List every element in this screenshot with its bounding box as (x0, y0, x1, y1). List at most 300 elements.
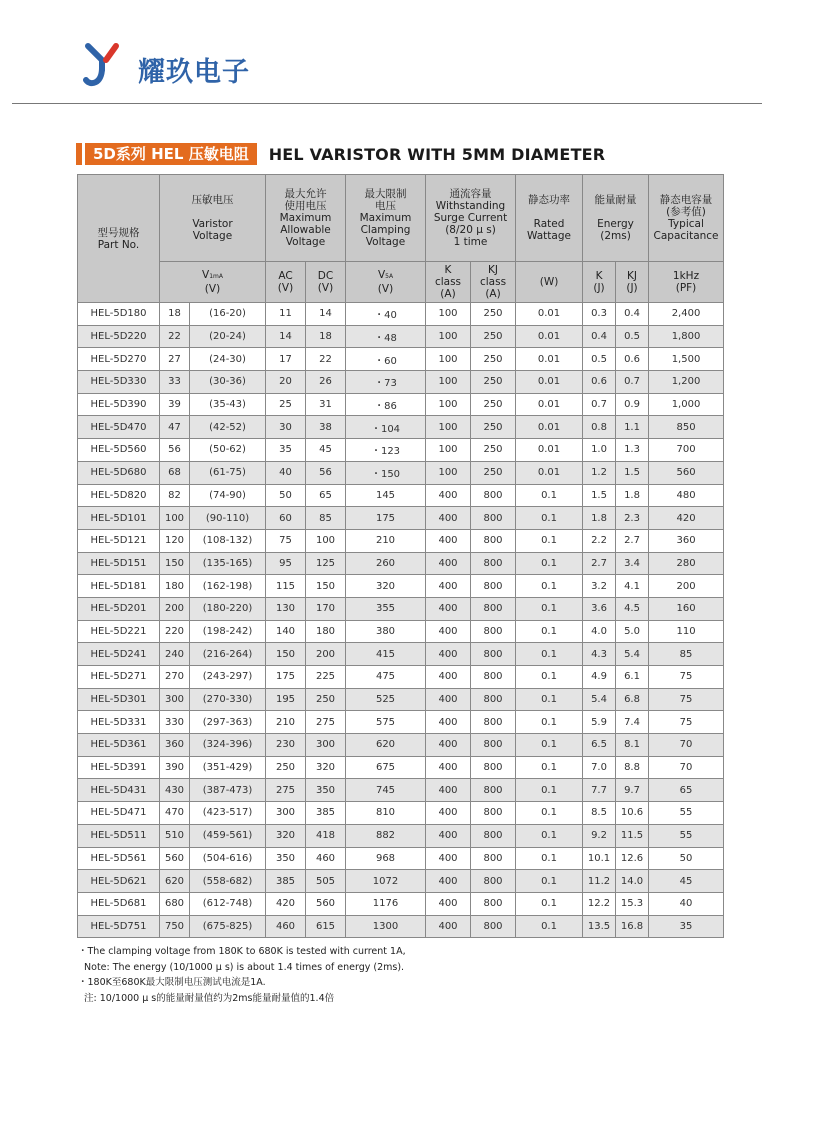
table-row (78, 393, 724, 416)
cell-rated-wattage: 0.1 (516, 756, 583, 779)
cell-dc-voltage: 350 (306, 779, 346, 802)
cell-energy-kj: 0.5 (616, 325, 649, 348)
cell-rated-wattage: 0.1 (516, 507, 583, 530)
cell-kj-class-current: 800 (471, 643, 516, 666)
cell-rated-wattage: 0.1 (516, 484, 583, 507)
cell-energy-k: 7.7 (583, 779, 616, 802)
cell-ac-voltage: 150 (266, 643, 306, 666)
cell-v1ma: 360 (160, 734, 190, 757)
table-row (78, 348, 724, 371)
cell-energy-kj: 5.0 (616, 620, 649, 643)
cell-v1ma: 560 (160, 847, 190, 870)
cell-ac-voltage: 210 (266, 711, 306, 734)
cell-ac-voltage: 130 (266, 597, 306, 620)
cell-capacitance: 50 (649, 847, 724, 870)
cell-v1ma-range: (459-561) (190, 824, 266, 847)
cell-energy-k: 8.5 (583, 802, 616, 825)
cell-clamping-voltage: ・150 (346, 461, 426, 484)
cell-energy-kj: 5.4 (616, 643, 649, 666)
cell-v1ma: 68 (160, 461, 190, 484)
cell-part-no: HEL-5D151 (78, 552, 160, 575)
cell-k-class-current: 100 (426, 371, 471, 394)
cell-capacitance: 420 (649, 507, 724, 530)
cell-kj-class-current: 800 (471, 824, 516, 847)
cell-ac-voltage: 20 (266, 371, 306, 394)
cell-part-no: HEL-5D121 (78, 529, 160, 552)
header-divider (12, 103, 762, 104)
cell-rated-wattage: 0.1 (516, 666, 583, 689)
cell-capacitance: 75 (649, 711, 724, 734)
cell-v1ma: 22 (160, 325, 190, 348)
footnote-4: 注: 10/1000 μ s的能量耐量值约为2ms能量耐量值的1.4倍 (78, 992, 335, 1004)
cell-dc-voltage: 505 (306, 870, 346, 893)
cell-energy-kj: 16.8 (616, 915, 649, 938)
header-energy-k: K (J) (583, 262, 616, 303)
cell-ac-voltage: 14 (266, 325, 306, 348)
cell-v1ma: 430 (160, 779, 190, 802)
cell-capacitance: 1,800 (649, 325, 724, 348)
cell-k-class-current: 100 (426, 439, 471, 462)
cell-capacitance: 1,500 (649, 348, 724, 371)
cell-v1ma: 510 (160, 824, 190, 847)
section-title-cn: 5D系列 HEL 压敏电阻 (85, 143, 257, 165)
cell-v1ma-range: (387-473) (190, 779, 266, 802)
cell-v1ma-range: (24-30) (190, 348, 266, 371)
cell-clamping-voltage: 968 (346, 847, 426, 870)
cell-clamping-voltage: ・73 (346, 371, 426, 394)
cell-clamping-voltage: 475 (346, 666, 426, 689)
cell-energy-k: 0.6 (583, 371, 616, 394)
cell-part-no: HEL-5D681 (78, 892, 160, 915)
cell-rated-wattage: 0.01 (516, 325, 583, 348)
cell-clamping-voltage: 1072 (346, 870, 426, 893)
cell-rated-wattage: 0.1 (516, 643, 583, 666)
cell-v1ma-range: (35-43) (190, 393, 266, 416)
cell-dc-voltage: 14 (306, 303, 346, 326)
cell-clamping-voltage: ・60 (346, 348, 426, 371)
cell-energy-kj: 2.3 (616, 507, 649, 530)
cell-part-no: HEL-5D201 (78, 597, 160, 620)
cell-k-class-current: 100 (426, 325, 471, 348)
cell-capacitance: 55 (649, 802, 724, 825)
cell-kj-class-current: 800 (471, 892, 516, 915)
cell-energy-kj: 8.8 (616, 756, 649, 779)
cell-rated-wattage: 0.01 (516, 461, 583, 484)
cell-k-class-current: 400 (426, 892, 471, 915)
cell-ac-voltage: 175 (266, 666, 306, 689)
cell-rated-wattage: 0.01 (516, 416, 583, 439)
cell-clamping-voltage: 810 (346, 802, 426, 825)
cell-k-class-current: 100 (426, 348, 471, 371)
cell-part-no: HEL-5D751 (78, 915, 160, 938)
cell-clamping-voltage: 575 (346, 711, 426, 734)
cell-v1ma-range: (504-616) (190, 847, 266, 870)
cell-rated-wattage: 0.1 (516, 552, 583, 575)
cell-v1ma: 47 (160, 416, 190, 439)
cell-energy-kj: 7.4 (616, 711, 649, 734)
cell-ac-voltage: 75 (266, 529, 306, 552)
cell-dc-voltage: 100 (306, 529, 346, 552)
cell-ac-voltage: 35 (266, 439, 306, 462)
cell-kj-class-current: 800 (471, 507, 516, 530)
cell-rated-wattage: 0.01 (516, 439, 583, 462)
cell-energy-k: 1.8 (583, 507, 616, 530)
section-title (76, 142, 605, 166)
cell-k-class-current: 400 (426, 802, 471, 825)
cell-part-no: HEL-5D391 (78, 756, 160, 779)
header-clamping-voltage: 最大限制 电压 Maximum Clamping Voltage (346, 175, 426, 262)
table-row (78, 620, 724, 643)
cell-rated-wattage: 0.1 (516, 597, 583, 620)
cell-capacitance: 700 (649, 439, 724, 462)
cell-v1ma: 33 (160, 371, 190, 394)
cell-capacitance: 40 (649, 892, 724, 915)
cell-dc-voltage: 460 (306, 847, 346, 870)
cell-part-no: HEL-5D471 (78, 802, 160, 825)
cell-clamping-voltage: 745 (346, 779, 426, 802)
cell-part-no: HEL-5D820 (78, 484, 160, 507)
cell-v1ma-range: (42-52) (190, 416, 266, 439)
cell-dc-voltage: 38 (306, 416, 346, 439)
cell-energy-k: 0.7 (583, 393, 616, 416)
cell-capacitance: 1,200 (649, 371, 724, 394)
cell-energy-k: 13.5 (583, 915, 616, 938)
cell-v1ma-range: (16-20) (190, 303, 266, 326)
cell-rated-wattage: 0.01 (516, 371, 583, 394)
cell-kj-class-current: 800 (471, 756, 516, 779)
cell-v1ma: 330 (160, 711, 190, 734)
cell-energy-kj: 15.3 (616, 892, 649, 915)
cell-energy-k: 1.0 (583, 439, 616, 462)
table-row (78, 756, 724, 779)
cell-capacitance: 85 (649, 643, 724, 666)
cell-part-no: HEL-5D241 (78, 643, 160, 666)
cell-energy-kj: 1.1 (616, 416, 649, 439)
cell-v1ma: 270 (160, 666, 190, 689)
cell-v1ma: 390 (160, 756, 190, 779)
cell-clamping-voltage: 620 (346, 734, 426, 757)
cell-rated-wattage: 0.01 (516, 303, 583, 326)
cell-energy-kj: 1.3 (616, 439, 649, 462)
cell-v1ma-range: (297-363) (190, 711, 266, 734)
header-dc: DC (V) (306, 262, 346, 303)
cell-energy-kj: 11.5 (616, 824, 649, 847)
cell-ac-voltage: 30 (266, 416, 306, 439)
cell-clamping-voltage: 260 (346, 552, 426, 575)
cell-k-class-current: 400 (426, 620, 471, 643)
header-watt-unit: (W) (516, 262, 583, 303)
spec-table-body (78, 303, 724, 938)
cell-k-class-current: 100 (426, 393, 471, 416)
cell-energy-k: 0.3 (583, 303, 616, 326)
cell-clamping-voltage: 175 (346, 507, 426, 530)
cell-v1ma-range: (135-165) (190, 552, 266, 575)
cell-clamping-voltage: 210 (346, 529, 426, 552)
cell-energy-k: 4.0 (583, 620, 616, 643)
table-row (78, 575, 724, 598)
cell-dc-voltage: 275 (306, 711, 346, 734)
cell-v1ma-range: (20-24) (190, 325, 266, 348)
cell-dc-voltage: 170 (306, 597, 346, 620)
cell-k-class-current: 400 (426, 847, 471, 870)
cell-energy-kj: 0.4 (616, 303, 649, 326)
cell-rated-wattage: 0.1 (516, 802, 583, 825)
cell-v1ma: 150 (160, 552, 190, 575)
cell-capacitance: 480 (649, 484, 724, 507)
cell-part-no: HEL-5D220 (78, 325, 160, 348)
cell-v1ma: 200 (160, 597, 190, 620)
table-row (78, 870, 724, 893)
cell-rated-wattage: 0.1 (516, 915, 583, 938)
cell-clamping-voltage: 1176 (346, 892, 426, 915)
cell-capacitance: 160 (649, 597, 724, 620)
header-energy-kj: KJ (J) (616, 262, 649, 303)
cell-clamping-voltage: ・48 (346, 325, 426, 348)
cell-ac-voltage: 140 (266, 620, 306, 643)
cell-kj-class-current: 800 (471, 597, 516, 620)
cell-capacitance: 360 (649, 529, 724, 552)
cell-v1ma: 18 (160, 303, 190, 326)
cell-v1ma: 680 (160, 892, 190, 915)
cell-rated-wattage: 0.1 (516, 711, 583, 734)
cell-rated-wattage: 0.1 (516, 892, 583, 915)
cell-part-no: HEL-5D330 (78, 371, 160, 394)
cell-ac-voltage: 420 (266, 892, 306, 915)
cell-clamping-voltage: 525 (346, 688, 426, 711)
cell-kj-class-current: 800 (471, 870, 516, 893)
cell-kj-class-current: 250 (471, 303, 516, 326)
cell-energy-kj: 0.7 (616, 371, 649, 394)
cell-energy-k: 10.1 (583, 847, 616, 870)
cell-part-no: HEL-5D271 (78, 666, 160, 689)
cell-capacitance: 850 (649, 416, 724, 439)
cell-ac-voltage: 115 (266, 575, 306, 598)
cell-capacitance: 45 (649, 870, 724, 893)
cell-energy-k: 9.2 (583, 824, 616, 847)
cell-ac-voltage: 11 (266, 303, 306, 326)
cell-k-class-current: 400 (426, 507, 471, 530)
footnote-2: Note: The energy (10/1000 μ s) is about 1.4 times of energy (2ms). (78, 961, 405, 973)
cell-kj-class-current: 800 (471, 688, 516, 711)
cell-v1ma-range: (50-62) (190, 439, 266, 462)
cell-energy-k: 1.5 (583, 484, 616, 507)
cell-k-class-current: 400 (426, 484, 471, 507)
cell-energy-k: 12.2 (583, 892, 616, 915)
cell-dc-voltage: 320 (306, 756, 346, 779)
cell-dc-voltage: 18 (306, 325, 346, 348)
table-row (78, 484, 724, 507)
cell-k-class-current: 100 (426, 461, 471, 484)
cell-v1ma: 100 (160, 507, 190, 530)
cell-rated-wattage: 0.01 (516, 393, 583, 416)
cell-dc-voltage: 56 (306, 461, 346, 484)
cell-kj-class-current: 800 (471, 529, 516, 552)
cell-clamping-voltage: ・104 (346, 416, 426, 439)
cell-part-no: HEL-5D270 (78, 348, 160, 371)
cell-v1ma-range: (61-75) (190, 461, 266, 484)
cell-part-no: HEL-5D331 (78, 711, 160, 734)
cell-part-no: HEL-5D390 (78, 393, 160, 416)
table-row (78, 734, 724, 757)
cell-ac-voltage: 195 (266, 688, 306, 711)
brand-name: 耀玖电子 (138, 57, 250, 88)
cell-dc-voltage: 225 (306, 666, 346, 689)
cell-v1ma-range: (243-297) (190, 666, 266, 689)
cell-v1ma: 120 (160, 529, 190, 552)
table-row (78, 779, 724, 802)
cell-v1ma-range: (162-198) (190, 575, 266, 598)
cell-dc-voltage: 385 (306, 802, 346, 825)
table-row (78, 552, 724, 575)
cell-v1ma: 750 (160, 915, 190, 938)
cell-ac-voltage: 40 (266, 461, 306, 484)
cell-k-class-current: 400 (426, 734, 471, 757)
cell-energy-k: 0.8 (583, 416, 616, 439)
header-k-class: K class (A) (426, 262, 471, 303)
cell-kj-class-current: 250 (471, 348, 516, 371)
cell-kj-class-current: 800 (471, 484, 516, 507)
cell-capacitance: 1,000 (649, 393, 724, 416)
cell-part-no: HEL-5D221 (78, 620, 160, 643)
cell-v1ma: 240 (160, 643, 190, 666)
cell-energy-kj: 9.7 (616, 779, 649, 802)
cell-dc-voltage: 22 (306, 348, 346, 371)
cell-energy-kj: 0.9 (616, 393, 649, 416)
cell-capacitance: 280 (649, 552, 724, 575)
table-row (78, 643, 724, 666)
header-ac: AC (V) (266, 262, 306, 303)
table-row (78, 416, 724, 439)
cell-energy-k: 4.3 (583, 643, 616, 666)
cell-kj-class-current: 800 (471, 802, 516, 825)
cell-k-class-current: 400 (426, 824, 471, 847)
section-title-en: HEL VARISTOR WITH 5MM DIAMETER (268, 144, 606, 164)
header-surge-current: 通流容量 Withstanding Surge Current (8/20 μ s) 1 time (426, 175, 516, 262)
cell-clamping-voltage: ・86 (346, 393, 426, 416)
cell-capacitance: 75 (649, 688, 724, 711)
cell-ac-voltage: 60 (266, 507, 306, 530)
cell-energy-k: 1.2 (583, 461, 616, 484)
cell-kj-class-current: 800 (471, 575, 516, 598)
cell-k-class-current: 400 (426, 666, 471, 689)
cell-v1ma: 220 (160, 620, 190, 643)
cell-kj-class-current: 800 (471, 847, 516, 870)
cell-part-no: HEL-5D470 (78, 416, 160, 439)
cell-kj-class-current: 250 (471, 393, 516, 416)
cell-clamping-voltage: 380 (346, 620, 426, 643)
cell-v1ma-range: (216-264) (190, 643, 266, 666)
table-row (78, 529, 724, 552)
brand-logo-icon (82, 40, 126, 90)
cell-dc-voltage: 300 (306, 734, 346, 757)
cell-v1ma-range: (74-90) (190, 484, 266, 507)
cell-k-class-current: 100 (426, 416, 471, 439)
header-v5a: V5A (V) (346, 262, 426, 303)
table-row (78, 461, 724, 484)
cell-v1ma-range: (180-220) (190, 597, 266, 620)
table-row (78, 597, 724, 620)
cell-capacitance: 110 (649, 620, 724, 643)
cell-energy-kj: 10.6 (616, 802, 649, 825)
cell-ac-voltage: 275 (266, 779, 306, 802)
cell-capacitance: 75 (649, 666, 724, 689)
table-row (78, 666, 724, 689)
cell-dc-voltage: 65 (306, 484, 346, 507)
table-row (78, 847, 724, 870)
cell-ac-voltage: 17 (266, 348, 306, 371)
cell-energy-k: 6.5 (583, 734, 616, 757)
cell-energy-kj: 3.4 (616, 552, 649, 575)
cell-k-class-current: 400 (426, 597, 471, 620)
cell-kj-class-current: 250 (471, 439, 516, 462)
header-energy: 能量耐量 Energy (2ms) (583, 175, 649, 262)
table-row (78, 439, 724, 462)
cell-v1ma: 180 (160, 575, 190, 598)
cell-dc-voltage: 615 (306, 915, 346, 938)
table-row (78, 371, 724, 394)
cell-clamping-voltage: ・40 (346, 303, 426, 326)
cell-k-class-current: 400 (426, 756, 471, 779)
cell-part-no: HEL-5D301 (78, 688, 160, 711)
cell-part-no: HEL-5D181 (78, 575, 160, 598)
cell-dc-voltage: 418 (306, 824, 346, 847)
table-row (78, 824, 724, 847)
cell-ac-voltage: 350 (266, 847, 306, 870)
table-row (78, 915, 724, 938)
cell-energy-k: 3.2 (583, 575, 616, 598)
cell-energy-k: 4.9 (583, 666, 616, 689)
cell-energy-k: 5.4 (583, 688, 616, 711)
header-varistor-voltage: 压敏电压 Varistor Voltage (160, 175, 266, 262)
cell-energy-k: 5.9 (583, 711, 616, 734)
cell-energy-kj: 8.1 (616, 734, 649, 757)
header-cap-unit: 1kHz (PF) (649, 262, 724, 303)
header-v1ma: V1mA (V) (160, 262, 266, 303)
cell-rated-wattage: 0.1 (516, 847, 583, 870)
cell-v1ma: 620 (160, 870, 190, 893)
table-row (78, 802, 724, 825)
cell-dc-voltage: 85 (306, 507, 346, 530)
cell-v1ma: 39 (160, 393, 190, 416)
cell-k-class-current: 100 (426, 303, 471, 326)
cell-part-no: HEL-5D560 (78, 439, 160, 462)
header-capacitance: 静态电容量 (参考值) Typical Capacitance (649, 175, 724, 262)
cell-v1ma: 27 (160, 348, 190, 371)
cell-rated-wattage: 0.1 (516, 620, 583, 643)
cell-rated-wattage: 0.1 (516, 870, 583, 893)
cell-ac-voltage: 95 (266, 552, 306, 575)
cell-energy-kj: 4.1 (616, 575, 649, 598)
header-rated-wattage: 静态功率 Rated Wattage (516, 175, 583, 262)
footnote-1: ・The clamping voltage from 180K to 680K is tested with current 1A, (78, 946, 406, 957)
cell-capacitance: 200 (649, 575, 724, 598)
cell-clamping-voltage: 145 (346, 484, 426, 507)
cell-kj-class-current: 800 (471, 620, 516, 643)
cell-dc-voltage: 31 (306, 393, 346, 416)
cell-energy-kj: 2.7 (616, 529, 649, 552)
footnote-3: ・180K至680K最大限制电压测试电流是1A. (78, 977, 266, 988)
table-row (78, 711, 724, 734)
cell-capacitance: 70 (649, 734, 724, 757)
cell-kj-class-current: 250 (471, 461, 516, 484)
cell-kj-class-current: 800 (471, 915, 516, 938)
cell-v1ma-range: (423-517) (190, 802, 266, 825)
cell-energy-k: 2.7 (583, 552, 616, 575)
cell-k-class-current: 400 (426, 870, 471, 893)
cell-dc-voltage: 45 (306, 439, 346, 462)
cell-dc-voltage: 180 (306, 620, 346, 643)
cell-capacitance: 560 (649, 461, 724, 484)
